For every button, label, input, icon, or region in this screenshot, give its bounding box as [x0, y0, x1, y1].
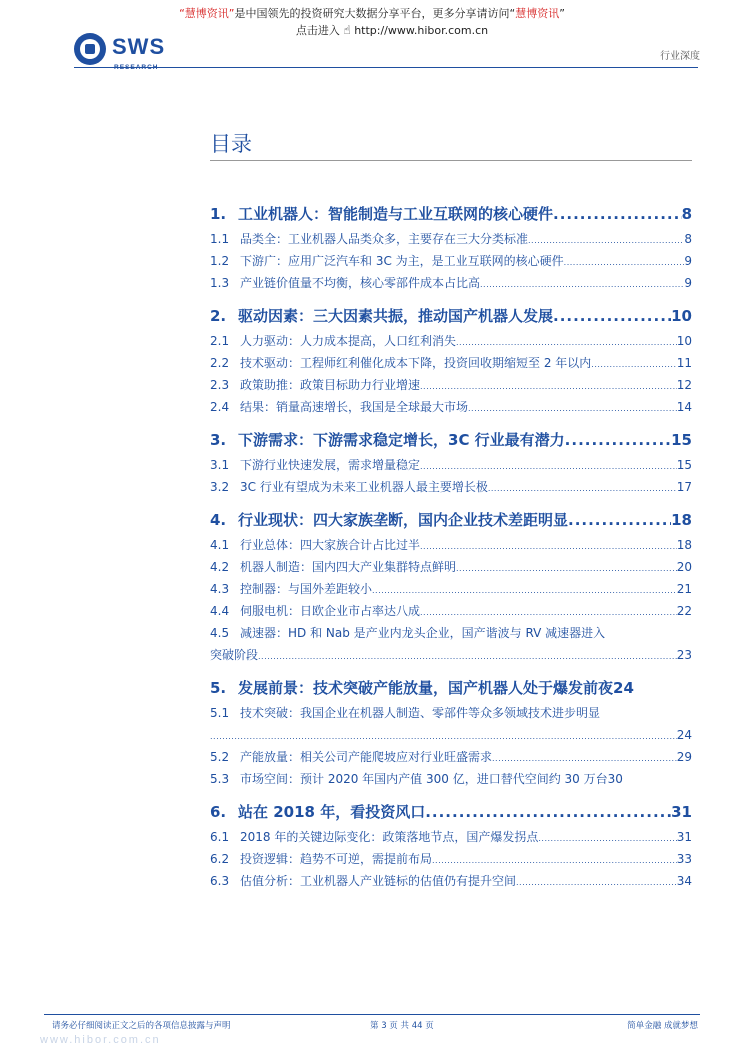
toc-item-title: 技术驱动：工程师红利催化成本下降，投资回收期缩短至 2 年以内 [240, 356, 592, 370]
toc-item-2-1[interactable] [210, 330, 692, 352]
toc-leader-dots [480, 274, 684, 294]
toc-leader-dots [488, 478, 677, 498]
toc-item-page: 29 [676, 750, 692, 764]
toc-item-number: 2.2 [210, 356, 230, 370]
toc-item-page: 22 [676, 604, 692, 618]
toc-item-4-3[interactable] [210, 578, 692, 600]
toc-item-5-2[interactable] [210, 746, 692, 768]
toc-section-number: 2. [210, 307, 227, 325]
toc-item-page: 14 [676, 400, 692, 414]
toc-item-3-1[interactable] [210, 454, 692, 476]
toc-item-page: 34 [676, 874, 692, 888]
toc-item-number: 1.2 [210, 254, 230, 268]
toc-item-2-4[interactable] [210, 396, 692, 418]
toc-item-title: 行业总体：四大家族合计占比过半 [240, 538, 421, 552]
toc-leader-dots [564, 252, 685, 272]
toc-item-number: 6.2 [210, 852, 230, 866]
toc-item-title: 市场空间：预计 2020 年国内产值 300 亿，进口替代空间约 30 万台 [240, 772, 608, 786]
toc-item-number: 5.2 [210, 750, 230, 764]
toc-item-number: 4.5 [210, 626, 230, 640]
toc-item-title: 下游广：应用广泛汽车和 3C 为主，是工业互联网的核心硬件 [240, 254, 564, 268]
toc-leader-dots [568, 506, 671, 534]
toc-leader-dots [516, 872, 677, 892]
toc-title-divider [210, 160, 692, 161]
toc-section-2[interactable] [210, 302, 692, 330]
toc-section-4[interactable] [210, 506, 692, 534]
toc-leader-dots [372, 580, 677, 600]
toc-item-title: 2018 年的关键边际变化：政策落地节点，国产爆发拐点 [240, 830, 539, 844]
toc-item-title: 政策助推：政策目标助力行业增速 [240, 378, 421, 392]
promo-quote-open: “ [179, 7, 185, 20]
toc-title: 目录 [210, 132, 252, 156]
toc-item-number: 1.1 [210, 232, 230, 246]
toc-leader-dots [456, 332, 677, 352]
toc-item-number: 6.3 [210, 874, 230, 888]
sws-logo-icon [74, 33, 106, 65]
toc-section-5[interactable] [210, 674, 692, 702]
promo-quote-close: ” [228, 7, 235, 20]
promo-middle: 是中国领先的投资研究大数据分享平台，更多分享请访问“ [234, 7, 516, 20]
toc-item-number: 2.3 [210, 378, 230, 392]
toc-leader-dots [553, 302, 671, 330]
pointing-hand-icon[interactable]: ☝ [343, 23, 351, 37]
toc-leader-dots [456, 558, 677, 578]
toc-item-title: 品类全：工业机器人品类众多，主要存在三大分类标准 [240, 232, 529, 246]
toc-item-5-1[interactable] [210, 702, 692, 746]
toc-item-page: 10 [676, 334, 692, 348]
toc-item-page: 8 [684, 232, 692, 246]
toc-item-title: 技术突破：我国企业在机器人制造、零部件等众多领域技术进步明显 [240, 706, 601, 720]
toc-item-1-3[interactable] [210, 272, 692, 294]
footer-disclaimer: 请务必仔细阅读正文之后的各项信息披露与声明 [52, 1021, 231, 1031]
toc-item-number: 3.2 [210, 480, 230, 494]
toc-item-title: 产业链价值量不均衡，核心零部件成本占比高 [240, 276, 481, 290]
logo-sub: RESEARCH [114, 64, 159, 71]
toc-item-page: 12 [676, 378, 692, 392]
toc-leader-dots [432, 850, 677, 870]
toc-leader-dots [591, 354, 676, 374]
toc-item-number: 2.4 [210, 400, 230, 414]
toc-leader-dots [420, 536, 677, 556]
toc-section-1[interactable] [210, 200, 692, 228]
toc-section-page: 8 [681, 205, 692, 223]
toc-item-4-2[interactable] [210, 556, 692, 578]
header-divider [74, 67, 698, 68]
toc-item-page: 33 [676, 852, 692, 866]
toc-section-page: 15 [671, 431, 692, 449]
toc-section-title: 行业现状：四大家族垄断，国内企业技术差距明显 [238, 511, 569, 529]
toc-item-page: 9 [684, 276, 692, 290]
toc-item-page: 23 [676, 648, 692, 662]
toc-item-title: 产能放量：相关公司产能爬坡应对行业旺盛需求 [240, 750, 493, 764]
promo-url-link[interactable]: http://www.hibor.com.cn [354, 24, 489, 37]
toc-item-2-2[interactable] [210, 352, 692, 374]
table-of-contents [210, 200, 692, 892]
header-category-tag: 行业深度 [660, 51, 700, 62]
toc-item-title-continued: 突破阶段 [210, 648, 259, 662]
toc-item-page: 24 [676, 728, 692, 742]
toc-item-page: 30 [607, 772, 623, 786]
sws-research-logo [74, 32, 184, 71]
logo-name: SWS [112, 34, 166, 59]
toc-leader-dots [565, 426, 671, 454]
toc-item-title: 结果：销量高速增长，我国是全球最大市场 [240, 400, 469, 414]
toc-section-number: 1. [210, 205, 227, 223]
toc-item-number: 4.1 [210, 538, 230, 552]
toc-item-5-3[interactable] [210, 768, 692, 790]
toc-item-page: 21 [676, 582, 692, 596]
toc-leader-dots [492, 748, 677, 768]
toc-section-number: 6. [210, 803, 227, 821]
toc-item-2-3[interactable] [210, 374, 692, 396]
toc-section-page: 31 [671, 803, 692, 821]
toc-item-number: 4.3 [210, 582, 230, 596]
toc-item-title: 伺服电机：日欧企业市占率达八成 [240, 604, 421, 618]
toc-leader-dots [420, 602, 677, 622]
toc-item-4-4[interactable] [210, 600, 692, 622]
footer-watermark: www.hibor.com.cn [40, 1034, 161, 1046]
toc-section-title: 发展前景：技术突破产能放量，国产机器人处于爆发前夜 [238, 679, 614, 697]
toc-item-number: 3.1 [210, 458, 230, 472]
toc-leader-dots [553, 200, 682, 228]
toc-item-number: 4.4 [210, 604, 230, 618]
promo-brand: 慧博资讯 [184, 7, 229, 20]
toc-item-number: 5.1 [210, 706, 230, 720]
toc-item-page: 15 [676, 458, 692, 472]
toc-leader-dots [258, 646, 677, 666]
footer-slogan: 简单金融 成就梦想 [627, 1021, 698, 1031]
toc-item-page: 31 [676, 830, 692, 844]
toc-item-1-1[interactable] [210, 228, 692, 250]
toc-leader-dots [420, 376, 677, 396]
toc-leader-dots [210, 726, 677, 746]
footer-divider [44, 1014, 700, 1015]
toc-item-title: 下游行业快速发展，需求增量稳定 [240, 458, 421, 472]
toc-item-page: 11 [676, 356, 692, 370]
toc-leader-dots [538, 828, 676, 848]
toc-item-6-3[interactable] [210, 870, 692, 892]
toc-item-number: 2.1 [210, 334, 230, 348]
toc-leader-dots [468, 398, 677, 418]
toc-item-page: 17 [676, 480, 692, 494]
toc-section-page: 24 [613, 679, 634, 697]
toc-section-number: 5. [210, 679, 227, 697]
toc-section-6[interactable] [210, 798, 692, 826]
toc-section-title: 站在 2018 年，看投资风口 [238, 803, 426, 821]
toc-item-number: 6.1 [210, 830, 230, 844]
toc-item-6-1[interactable] [210, 826, 692, 848]
toc-item-1-2[interactable] [210, 250, 692, 272]
toc-section-number: 4. [210, 511, 227, 529]
toc-item-page: 9 [684, 254, 692, 268]
toc-item-title: 投资逻辑：趋势不可逆，需提前布局 [240, 852, 433, 866]
toc-leader-dots [425, 798, 671, 826]
toc-section-page: 10 [671, 307, 692, 325]
toc-item-title: 减速器：HD 和 Nab 是产业内龙头企业，国产谐波与 RV 减速器进入 [240, 626, 606, 640]
toc-section-number: 3. [210, 431, 227, 449]
toc-item-3-2[interactable] [210, 476, 692, 498]
toc-item-number: 1.3 [210, 276, 230, 290]
toc-item-6-2[interactable] [210, 848, 692, 870]
toc-item-title: 机器人制造：国内四大产业集群特点鲜明 [240, 560, 457, 574]
toc-item-number: 5.3 [210, 772, 230, 786]
toc-item-number: 4.2 [210, 560, 230, 574]
toc-item-title: 人力驱动：人力成本提高，人口红利消失 [240, 334, 457, 348]
toc-item-title: 3C 行业有望成为未来工业机器人最主要增长极 [240, 480, 488, 494]
toc-section-page: 18 [671, 511, 692, 529]
toc-section-title: 工业机器人：智能制造与工业互联网的核心硬件 [238, 205, 554, 223]
toc-section-3[interactable] [210, 426, 692, 454]
toc-item-4-1[interactable] [210, 534, 692, 556]
toc-item-4-5[interactable] [210, 622, 692, 666]
promo-end: ” [559, 7, 565, 20]
toc-item-page: 20 [676, 560, 692, 574]
toc-item-page: 18 [676, 538, 692, 552]
toc-section-title: 驱动因素：三大因素共振，推动国产机器人发展 [238, 307, 554, 325]
toc-leader-dots [528, 230, 684, 250]
promo-brand-2: 慧博资讯 [515, 7, 560, 20]
promo-click-label[interactable]: 点击进入 [295, 24, 340, 37]
footer-page-number: 第 3 页 共 44 页 [370, 1021, 434, 1031]
toc-leader-dots [420, 456, 677, 476]
toc-item-title: 控制器：与国外差距较小 [240, 582, 373, 596]
toc-item-title: 估值分析：工业机器人产业链标的估值仍有提升空间 [240, 874, 517, 888]
toc-section-title: 下游需求：下游需求稳定增长，3C 行业最有潜力 [238, 431, 565, 449]
